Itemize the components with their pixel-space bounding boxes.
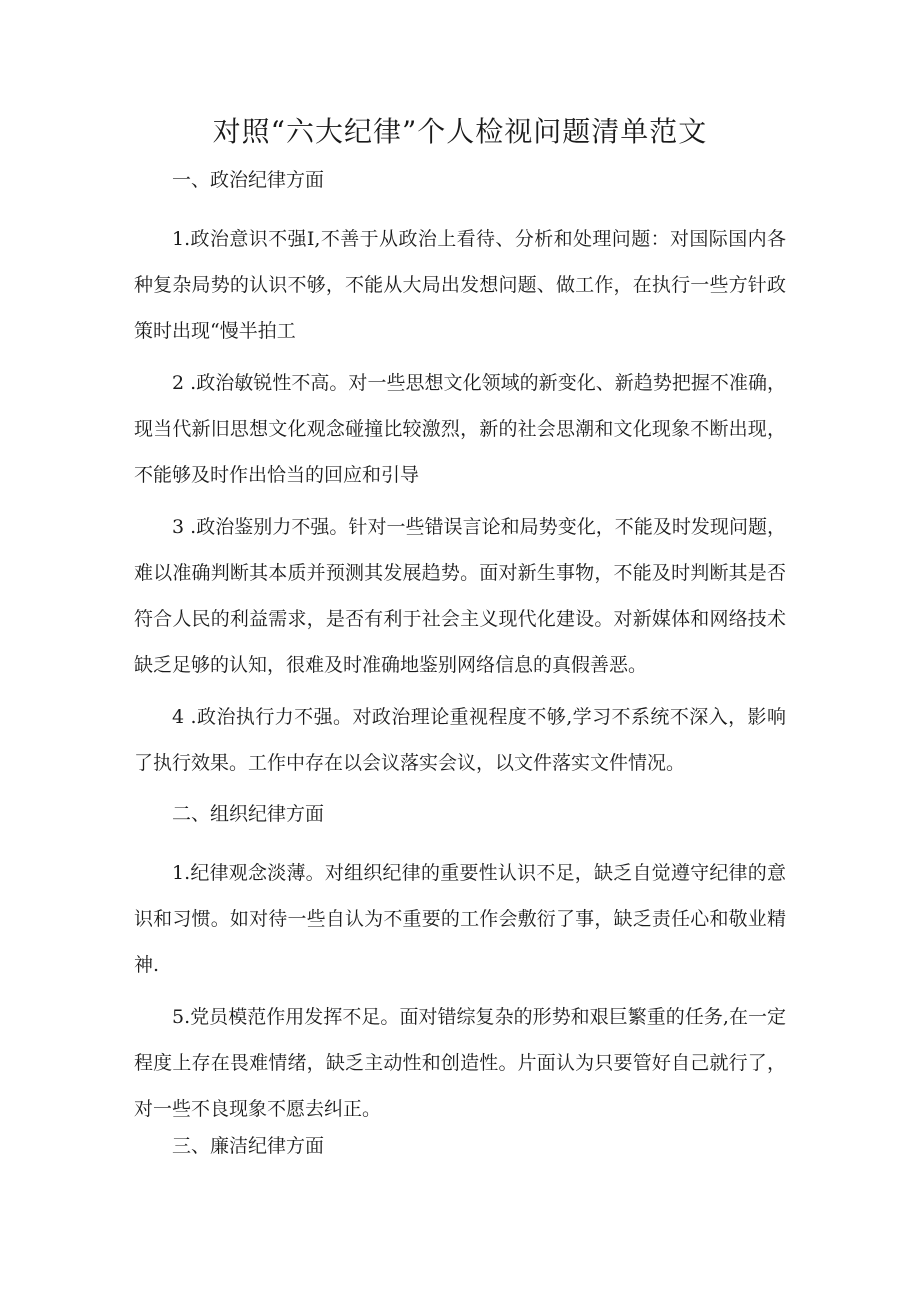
paragraph: 5.党员模范作用发挥不足。面对错综复杂的形势和艰巨繁重的任务,在一定程度上存在畏难情绪，缺乏主动性和创造性。片面认为只要管好自己就行了，对一些不良现象不愿去纠正。	[134, 1006, 786, 1120]
paragraph: 1.纪律观念淡薄。对组织纪律的重要性认识不足，缺乏自觉遵守纪律的意识和习惯。如对待一些自认为不重要的工作会敷衍了事，缺乏责任心和敬业精神.	[134, 862, 786, 976]
section-heading-political: 一、政治纪律方面	[172, 169, 325, 191]
paragraph: 2 .政治敏锐性不高。对一些思想文化领域的新变化、新趋势把握不准确，现当代新旧思想文化观念碰撞比较激烈，新的社会思潮和文化现象不断出现，不能够及时作出恰当的回应和引导	[134, 372, 786, 486]
paragraph: 3 .政治鉴别力不强。针对一些错误言论和局势变化，不能及时发现问题，难以准确判断其本质并预测其发展趋势。面对新生事物，不能及时判断其是否符合人民的利益需求，是否有利于社会主义现代化建设。对新媒体和网络技术缺乏足够的认知，很难及时准确地鉴别网络信息的真假善恶。	[134, 516, 786, 676]
section-heading-organizational: 二、组织纪律方面	[172, 803, 325, 825]
paragraph: 4 .政治执行力不强。对政治理论重视程度不够,学习不系统不深入，影响了执行效果。工作中存在以会议落实会议，以文件落实文件情况。	[134, 706, 786, 774]
document-title: 对照“六大纪律”个人检视问题清单范文	[212, 115, 708, 148]
section-heading-integrity: 三、廉洁纪律方面	[172, 1135, 325, 1157]
paragraph: 1.政治意识不强I,不善于从政治上看待、分析和处理问题：对国际国内各种复杂局势的认识不够，不能从大局出发想问题、做工作，在执行一些方针政策时出现“慢半拍工	[134, 228, 786, 342]
